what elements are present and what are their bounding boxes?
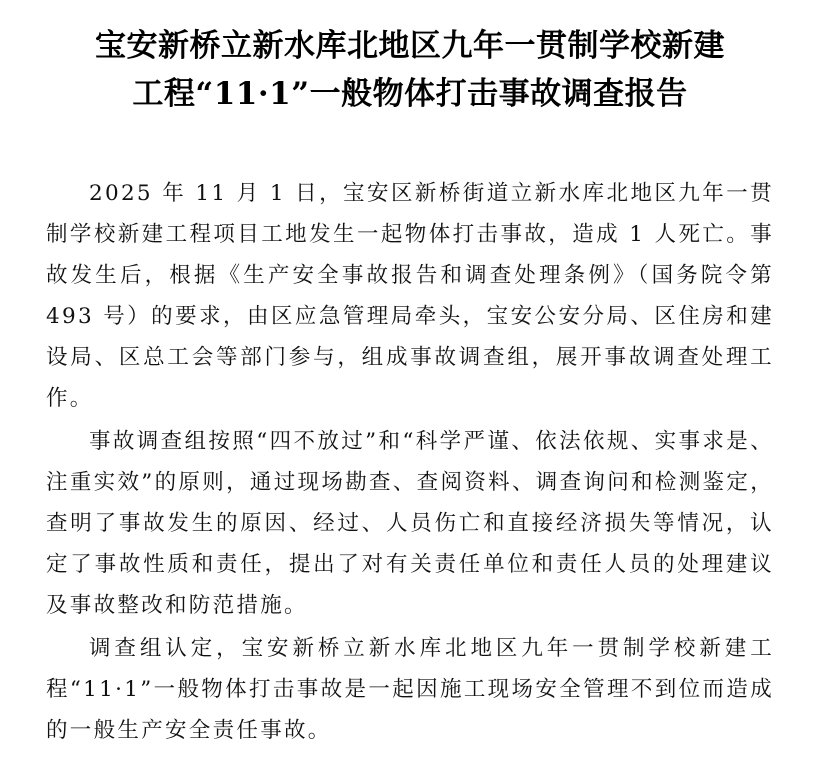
paragraph-accident-determination: 调查组认定，宝安新桥立新水库北地区九年一贯制学校新建工程“11·1”一般物体打击事故是一起因施工现场安全管理不到位而造成的一般生产安全责任事故。 [46, 636, 774, 743]
report-body [46, 173, 774, 751]
report-title-line-1: 宝安新桥立新水库北地区九年一贯制学校新建 [95, 28, 725, 64]
paragraph-accident-summary: 2025 年 11 月 1 日，宝安区新桥街道立新水库北地区九年一贯制学校新建工程项目工地发生一起物体打击事故，造成 1 人死亡。事故发生后，根据《生产安全事故报告和调查处理条例》（国务院令第 493 号）的要求，由区应急管理局牵头，宝安公安分局、区住房和建设局、区总工会等部门参与，组成事故调查组，展开事故调查处理工作。 [46, 181, 774, 411]
report-title [46, 22, 774, 118]
report-title-line-2: 工程“11·1”一般物体打击事故调查报告 [132, 76, 688, 112]
paragraph-investigation-principles: 事故调查组按照“四不放过”和“科学严谨、依法依规、实事求是、注重实效”的原则，通过现场勘查、查阅资料、调查询问和检测鉴定，查明了事故发生的原因、经过、人员伤亡和直接经济损失等情况，认定了事故性质和责任，提出了对有关责任单位和责任人员的处理建议及事故整改和防范措施。 [46, 429, 774, 618]
